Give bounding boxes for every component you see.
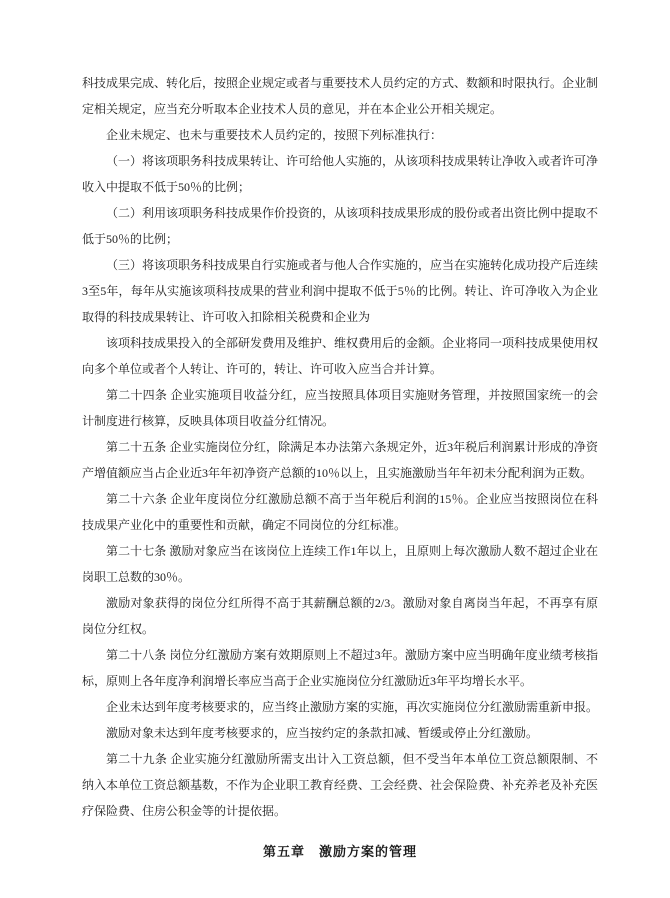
paragraph-article-24: 第二十四条 企业实施项目收益分红，应当按照具体项目实施财务管理，并按照国家统一的会计制度进行核算，反映具体项目收益分红情况。 — [82, 388, 598, 428]
paragraph: 企业未达到年度考核要求的，应当终止激励方案的实施，再次实施岗位分红激励需重新申报。 — [106, 700, 599, 714]
chapter-heading: 第五章 激励方案的管理 — [262, 844, 417, 859]
paragraph: 科技成果完成、转化后，按照企业规定或者与重要技术人员约定的方式、数额和时限执行。企业制定相关规定，应当充分听取本企业技术人员的意见，并在本企业公开相关规定。 — [82, 76, 599, 116]
paragraph-article-25: 第二十五条 企业实施岗位分红，除满足本办法第六条规定外，近3年税后利润累计形成的净资产增值额应当占企业近3年年初净资产总额的10％以上，且实施激励当年年初未分配利润为正数。 — [82, 440, 598, 480]
document-body — [82, 70, 598, 824]
paragraph: 激励对象获得的岗位分红所得不高于其薪酬总额的2/3。激励对象自离岗当年起，不再享有原岗位分红权。 — [82, 596, 598, 636]
paragraph: 该项科技成果投入的全部研发费用及维护、维权费用后的金额。企业将同一项科技成果使用权向多个单位或者个人转让、许可的，转让、许可收入应当合并计算。 — [82, 336, 599, 376]
paragraph: （一）将该项职务科技成果转让、许可给他人实施的，从该项科技成果转让净收入或者许可净收入中提取不低于50％的比例； — [82, 154, 599, 194]
paragraph: 企业未规定、也未与重要技术人员约定的，按照下列标准执行： — [106, 128, 443, 142]
paragraph-article-29: 第二十九条 企业实施分红激励所需支出计入工资总额，但不受当年本单位工资总额限制、不纳入本单位工资总额基数，不作为企业职工教育经费、工会经费、社会保险费、补充养老及补充医疗保险费、住房公积金等的计提依据。 — [82, 752, 599, 818]
paragraph-article-26: 第二十六条 企业年度岗位分红激励总额不高于当年税后利润的15％。企业应当按照岗位在科技成果产业化中的重要性和贡献，确定不同岗位的分红标准。 — [82, 492, 598, 532]
paragraph: 激励对象未达到年度考核要求的，应当按约定的条款扣减、暂缓或停止分红激励。 — [106, 726, 539, 740]
paragraph: （二）利用该项职务科技成果作价投资的，从该项科技成果形成的股份或者出资比例中提取不低于50％的比例； — [82, 206, 599, 246]
paragraph-article-28: 第二十八条 岗位分红激励方案有效期原则上不超过3年。激励方案中应当明确年度业绩考核指标，原则上各年度净利润增长率应当高于企业实施岗位分红激励近3年平均增长水平。 — [82, 648, 598, 688]
paragraph: （三）将该项职务科技成果自行实施或者与他人合作实施的，应当在实施转化成功投产后连续3至5年，每年从实施该项科技成果的营业利润中提取不低于5％的比例。转让、许可净收入为企业取得的科技成果转让、许可收入扣除相关税费和企业为 — [82, 258, 599, 324]
paragraph-article-27: 第二十七条 激励对象应当在该岗位上连续工作1年以上，且原则上每次激励人数不超过企业在岗职工总数的30％。 — [82, 544, 598, 584]
